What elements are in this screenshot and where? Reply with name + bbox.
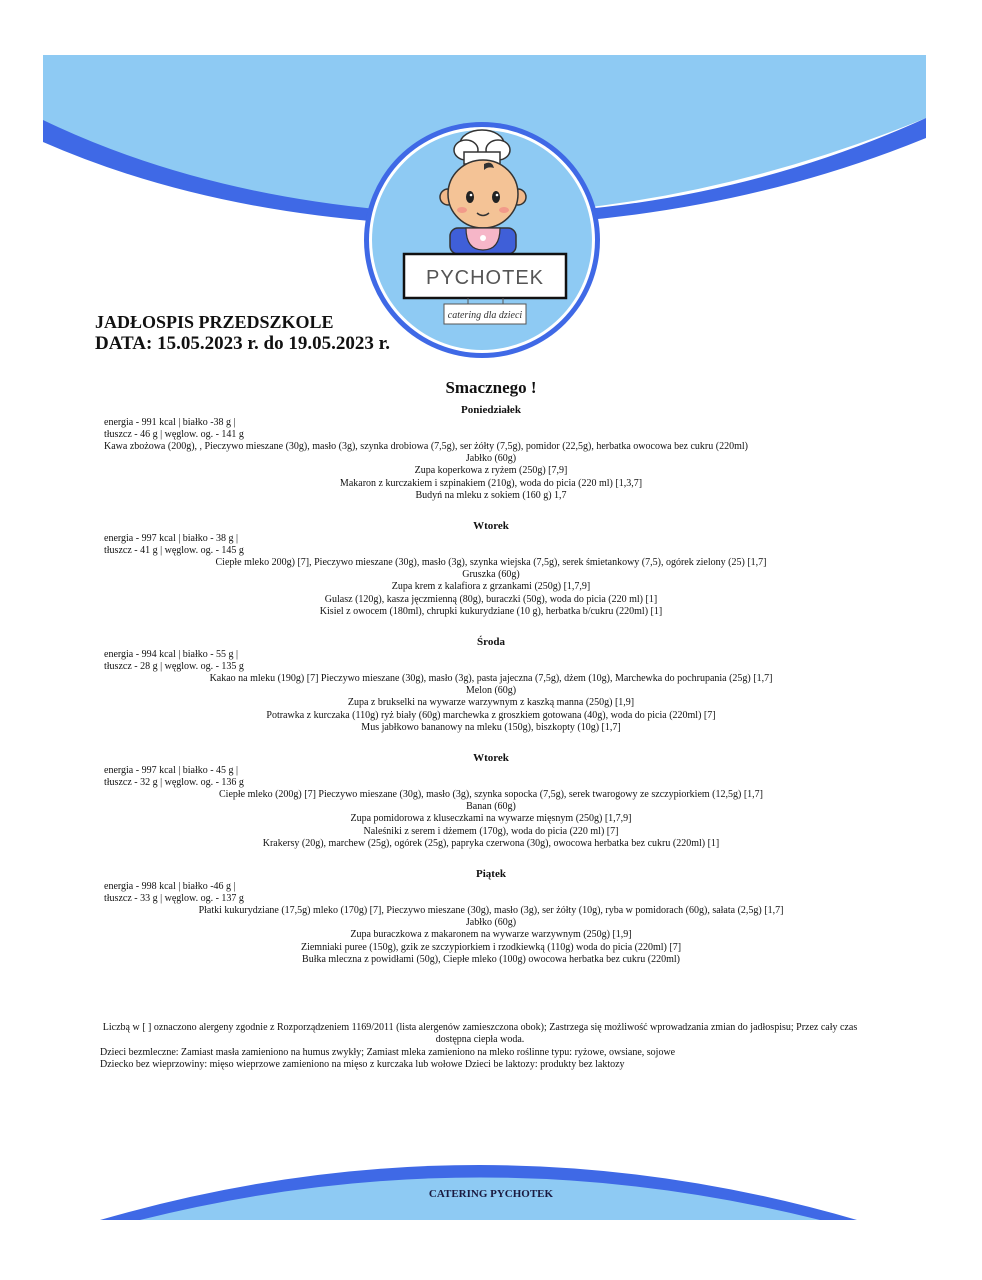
meal-dessert: Krakersy (20g), marchew (25g), ogórek (25g), papryka czerwona (30g), owocowa herbatka bez cukru (220ml) [1] bbox=[262, 837, 720, 849]
meal-main: Naleśniki z serem i dżemem (170g), woda do picia (220 ml) [7] bbox=[363, 825, 619, 837]
day-section bbox=[0, 635, 982, 734]
meal-breakfast: Płatki kukurydziane (17,5g) mleko (170g) [7], Pieczywo mieszane (30g), masło (3g), ser żółty (10g), ryba w pomidorach (60g), sałata (2,5g) [1,7] bbox=[198, 905, 784, 916]
meal-breakfast: Ciepłe mleko (200g) [7] Pieczywo mieszane (30g), masło (3g), szynka sopocka (7,5g), serek twarogowy ze szczypiorkiem (12,5g) [1,7] bbox=[219, 789, 763, 800]
menu-title bbox=[95, 312, 390, 354]
day-name: Poniedziałek bbox=[461, 404, 521, 416]
meal-breakfast: Kawa zbożowa (200g), , Pieczywo mieszane (30g), masło (3g), szynka drobiowa (7,5g), ser żółty (7,5g), pomidor (22,5g), herbatka owocowa bez cukru (220ml) bbox=[104, 441, 748, 452]
nutrition-stats: energia - 994 kcal | białko - 55 g | bbox=[104, 649, 239, 660]
footer-banner bbox=[0, 1130, 982, 1230]
day-name: Wtorek bbox=[473, 520, 509, 532]
day-section bbox=[0, 519, 982, 618]
meal-soup: Zupa krem z kalafiora z grzankami (250g) [1,7,9] bbox=[391, 581, 591, 593]
meal-dessert: Kisiel z owocem (180ml), chrupki kukurydziane (10 g), herbatka b/cukru (220ml) [1] bbox=[319, 605, 663, 617]
nutrition-stats: tłuszcz - 46 g | węglow. og. - 141 g bbox=[104, 429, 244, 440]
meal-soup: Zupa buraczkowa z makaronem na wywarze warzywnym (250g) [1,9] bbox=[350, 929, 632, 941]
day-name: Środa bbox=[477, 636, 505, 648]
meal-breakfast: Kakao na mleku (190g) [7] Pieczywo mieszane (30g), masło (3g), pasta jajeczna (7,5g), dżem (10g), Marchewka do pochrupania (25g) [1,7] bbox=[209, 673, 773, 684]
nutrition-stats: energia - 991 kcal | białko -38 g | bbox=[104, 417, 236, 428]
nutrition-stats: tłuszcz - 32 g | węglow. og. - 136 g bbox=[104, 777, 244, 788]
meal-snack: Banan (60g) bbox=[466, 801, 516, 813]
meal-snack: Gruszka (60g) bbox=[462, 569, 520, 581]
meal-main: Potrawka z kurczaka (110g) ryż biały (60g) marchewka z groszkiem gotowana (40g), woda do picia (220ml) [7] bbox=[266, 709, 716, 721]
menu-date-range: DATA: 15.05.2023 r. do 19.05.2023 r. bbox=[95, 333, 391, 354]
day-section bbox=[0, 751, 982, 850]
meal-dessert: Budyń na mleku z sokiem (160 g) 1,7 bbox=[415, 489, 567, 501]
meal-breakfast: Ciepłe mleko 200g) [7], Pieczywo mieszane (30g), masło (3g), szynka wiejska (7,5g), serek śmietankowy (7,5), ogórek zielony (25) [1,7] bbox=[215, 557, 767, 568]
nutrition-stats: tłuszcz - 33 g | węglow. og. - 137 g bbox=[104, 893, 244, 904]
pychotek-logo bbox=[358, 122, 608, 372]
meal-soup: Zupa pomidorowa z kluseczkami na wywarze mięsnym (250g) [1,7,9] bbox=[350, 813, 632, 825]
nutrition-stats: energia - 998 kcal | białko -46 g | bbox=[104, 881, 236, 892]
meal-snack: Jabłko (60g) bbox=[465, 917, 517, 929]
nutrition-stats: tłuszcz - 41 g | węglow. og. - 145 g bbox=[104, 545, 244, 556]
meal-main: Makaron z kurczakiem i szpinakiem (210g), woda do picia (220 ml) [1,3,7] bbox=[339, 477, 643, 489]
meal-dessert: Mus jabłkowo bananowy na mleku (150g), biszkopty (10g) [1,7] bbox=[361, 721, 621, 733]
allergen-note: Liczbą w [ ] oznaczono alergeny zgodnie z Rozporządzeniem 1169/2011 (lista alergenów zamieszczona obok); Zastrzega się możliwość wprowadzania zmian do jadłospisu; Przez cały czas dostępna ciepła woda. bbox=[102, 1022, 858, 1046]
meal-snack: Melon (60g) bbox=[465, 685, 517, 697]
meal-soup: Zupa z brukselki na wywarze warzywnym z kaszką manna (250g) [1,9] bbox=[347, 697, 635, 709]
meal-snack: Jabłko (60g) bbox=[465, 453, 517, 465]
day-name: Piątek bbox=[476, 868, 506, 880]
meal-soup: Zupa koperkowa z ryżem (250g) [7,9] bbox=[414, 465, 568, 477]
pork-free-note: Dziecko bez wieprzowiny: mięso wieprzowe zamieniono na mięso z kurczaka lub wołowe Dzieci be laktozy: produkty bez laktozy bbox=[100, 1058, 625, 1070]
nutrition-stats: energia - 997 kcal | białko - 45 g | bbox=[104, 765, 239, 776]
nutrition-stats: tłuszcz - 28 g | węglow. og. - 135 g bbox=[104, 661, 244, 672]
day-name: Wtorek bbox=[473, 752, 509, 764]
footer-brand: CATERING PYCHOTEK bbox=[428, 1188, 554, 1200]
menu-title-line1: JADŁOSPIS PRZEDSZKOLE bbox=[95, 312, 334, 332]
logo-tagline: catering dla dzieci bbox=[447, 310, 523, 321]
dairy-free-note: Dzieci bezmleczne: Zamiast masła zamieniono na humus zwykły; Zamiast mleka zamieniono na mleko roślinne typu: ryżowe, owsiane, sojowe bbox=[100, 1046, 676, 1058]
menu-notes bbox=[100, 1022, 860, 1071]
meal-main: Ziemniaki puree (150g), gzik ze szczypiorkiem i rzodkiewką (110g) woda do picia (220ml) [7] bbox=[300, 941, 682, 953]
meal-dessert: Bułka mleczna z powidłami (50g), Ciepłe mleko (100g) owocowa herbatka bez cukru (220ml) bbox=[302, 953, 680, 965]
day-section bbox=[0, 403, 982, 502]
meal-main: Gulasz (120g), kasza jęczmienną (80g), buraczki (50g), woda do picia (220 ml) [1] bbox=[324, 593, 658, 605]
logo-name: PYCHOTEK bbox=[425, 267, 545, 289]
greeting: Smacznego ! bbox=[445, 378, 537, 397]
nutrition-stats: energia - 997 kcal | białko - 38 g | bbox=[104, 533, 239, 544]
day-section bbox=[0, 867, 982, 966]
